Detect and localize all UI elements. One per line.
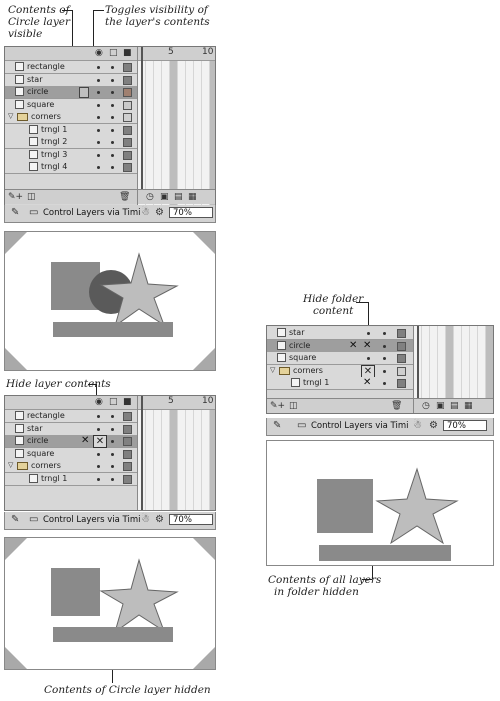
lock-toggle[interactable] (383, 357, 386, 360)
visibility-toggle[interactable] (97, 415, 100, 418)
layer-list (5, 47, 138, 205)
lock-toggle[interactable] (111, 129, 114, 132)
visibility-toggle[interactable] (97, 166, 100, 169)
lock-toggle[interactable] (111, 116, 114, 119)
edit-symbols-icon[interactable]: ☃ (141, 207, 150, 218)
edit-scene-icon[interactable]: ⚙ (155, 207, 164, 218)
layer-name: circle (27, 87, 49, 96)
edit-bar-b (4, 512, 216, 530)
layer-name: trngl 4 (41, 162, 68, 171)
timeline-panel-b (4, 395, 216, 511)
add-folder-icon[interactable]: ◫ (27, 192, 36, 202)
layer-row-trngl-4[interactable] (5, 161, 137, 174)
hidden-layer-toggle[interactable]: ✕ (93, 435, 107, 448)
corner-triangle (5, 647, 27, 669)
lock-toggle[interactable] (383, 370, 386, 373)
trash-icon[interactable]: 🗑 (391, 401, 403, 411)
layer-toolbar (5, 189, 137, 204)
lock-toggle[interactable] (111, 154, 114, 157)
layer-row-corners[interactable] (267, 365, 413, 378)
layer-header (5, 396, 137, 410)
layer-name: rectangle (27, 411, 65, 420)
scene-icon: ▭ (297, 420, 307, 431)
layer-row-trngl-1[interactable] (5, 473, 137, 486)
folder-icon (279, 367, 290, 375)
center-frame-icon[interactable]: ◷ (422, 401, 430, 411)
caption-line: in folder hidden (274, 586, 359, 598)
visibility-toggle[interactable] (97, 453, 100, 456)
outline-color-swatch[interactable] (123, 88, 132, 97)
leader-line (362, 579, 372, 580)
lock-toggle[interactable] (111, 440, 114, 443)
lock-toggle[interactable] (111, 428, 114, 431)
caption-toggles-visibility (105, 4, 210, 28)
outline-color-swatch[interactable] (397, 329, 406, 338)
leader-line (356, 302, 368, 303)
outline-color-swatch[interactable] (397, 379, 406, 388)
outline-color-swatch[interactable] (123, 138, 132, 147)
caption-line: content (312, 305, 354, 317)
eye-icon[interactable]: ◉ (95, 397, 103, 407)
layer-row-star[interactable] (5, 423, 137, 436)
lock-toggle[interactable] (383, 382, 386, 385)
hidden-icon[interactable]: ✕ (349, 339, 358, 351)
outline-color-swatch[interactable] (123, 63, 132, 72)
scene-icon: ▭ (29, 207, 39, 218)
rectangle-shape (53, 627, 173, 642)
corner-triangle (5, 348, 27, 370)
ruler-mark-10: 10 (202, 47, 214, 57)
layer-name: trngl 3 (41, 149, 68, 159)
frames-area[interactable] (138, 396, 215, 510)
ruler-mark-5: 5 (168, 47, 174, 57)
outline-color-swatch[interactable] (123, 151, 132, 160)
visibility-toggle[interactable] (97, 465, 100, 468)
layer-row-trngl-1[interactable] (5, 124, 137, 137)
lock-toggle[interactable] (111, 415, 114, 418)
caption-hide-layer: Hide layer contents (6, 378, 111, 390)
layer-name: square (27, 99, 55, 109)
visibility-toggle[interactable] (367, 357, 370, 360)
scene-label: Control Layers via Timi (311, 421, 409, 431)
visibility-toggle[interactable] (97, 104, 100, 107)
corner-triangle (193, 348, 215, 370)
caption-line: Circle layer (8, 16, 70, 28)
caption-line: Contents of all layers (268, 574, 382, 586)
caption-hide-folder (303, 293, 363, 317)
caption-contents-visible (8, 4, 70, 40)
layer-name: trngl 1 (41, 473, 68, 483)
layer-name: trngl 1 (41, 124, 68, 134)
visibility-toggle[interactable] (97, 428, 100, 431)
corner-triangle (193, 538, 215, 560)
visibility-toggle[interactable] (97, 66, 100, 69)
rectangle-shape (319, 545, 451, 561)
layer-icon (291, 378, 300, 387)
outline-color-swatch[interactable] (397, 342, 406, 351)
layer-row-rectangle[interactable] (5, 61, 137, 74)
layer-header (5, 47, 137, 61)
edit-scene-icon[interactable]: ⚙ (429, 420, 438, 431)
lock-toggle[interactable] (111, 465, 114, 468)
layer-icon (29, 137, 38, 146)
layer-list (5, 396, 138, 510)
scene-edit-icon[interactable]: ✎ (11, 207, 20, 218)
layer-row-circle[interactable] (267, 340, 413, 353)
center-frame-icon[interactable]: ◷ (146, 192, 154, 202)
stage-c[interactable] (266, 440, 494, 566)
leader-line (88, 384, 96, 385)
leader-line (62, 10, 72, 11)
visibility-toggle[interactable] (97, 129, 100, 132)
edit-symbols-icon[interactable]: ☃ (141, 514, 150, 525)
outline-icon[interactable]: ■ (123, 397, 132, 407)
outline-color-swatch[interactable] (123, 425, 132, 434)
layer-row-rectangle[interactable] (5, 410, 137, 423)
onion-skin-icon[interactable]: ▣ (160, 192, 169, 202)
ruler-mark-5: 5 (168, 396, 174, 406)
outline-icon[interactable]: ■ (123, 48, 132, 58)
layer-row-square[interactable] (267, 352, 413, 365)
lock-toggle[interactable] (111, 478, 114, 481)
visibility-toggle[interactable] (97, 141, 100, 144)
layer-row-star[interactable] (5, 74, 137, 87)
layer-row-trngl-3[interactable] (5, 149, 137, 162)
layer-row-corners[interactable] (5, 111, 137, 124)
visibility-toggle[interactable] (367, 332, 370, 335)
visibility-toggle[interactable] (97, 91, 100, 94)
scene-label: Control Layers via Timi (43, 208, 141, 218)
layer-icon (15, 411, 24, 420)
add-folder-icon[interactable]: ◫ (289, 401, 298, 411)
edit-symbols-icon[interactable]: ☃ (413, 420, 422, 431)
corner-triangle (193, 647, 215, 669)
frame-toolbar (138, 189, 215, 204)
edit-multiple-icon[interactable]: ▦ (464, 401, 473, 411)
hidden-icon[interactable]: ✕ (363, 377, 372, 388)
lock-toggle[interactable] (111, 453, 114, 456)
lock-icon[interactable]: □ (109, 397, 118, 407)
scene-icon: ▭ (29, 514, 39, 525)
playhead[interactable] (141, 396, 143, 510)
frame-ruler (138, 396, 215, 410)
scene-label: Control Layers via Timi (43, 515, 141, 525)
lock-toggle[interactable] (111, 66, 114, 69)
layer-name: rectangle (27, 62, 65, 71)
zoom-field[interactable]: 70% (443, 420, 487, 431)
lock-toggle[interactable] (111, 166, 114, 169)
frames-area[interactable] (138, 47, 215, 205)
layer-icon (277, 328, 286, 337)
zoom-field[interactable]: 70% (169, 207, 213, 218)
pencil-icon (79, 87, 89, 98)
layer-row-trngl-1[interactable] (267, 377, 413, 390)
layer-icon (15, 449, 24, 458)
layer-row-corners[interactable] (5, 460, 137, 473)
lock-icon[interactable]: □ (109, 48, 118, 58)
insert-layer-icon[interactable]: ✎+ (8, 192, 24, 202)
layer-row-circle[interactable] (5, 435, 137, 448)
star-shape (101, 560, 177, 632)
layer-icon (15, 436, 24, 445)
visibility-toggle[interactable] (97, 154, 100, 157)
layer-list (267, 326, 414, 413)
layer-row-trngl-2[interactable] (5, 136, 137, 149)
edit-scene-icon[interactable]: ⚙ (155, 514, 164, 525)
visibility-toggle[interactable] (97, 478, 100, 481)
stage-b[interactable] (4, 537, 216, 670)
caption-line: Contents of (8, 4, 70, 16)
zoom-field[interactable]: 70% (169, 514, 213, 525)
timeline-panel-c (266, 325, 494, 414)
layer-icon (15, 424, 24, 433)
visibility-toggle[interactable] (97, 116, 100, 119)
onion-outline-icon[interactable]: ▤ (450, 401, 459, 411)
lock-toggle[interactable] (383, 332, 386, 335)
rectangle-shape (53, 322, 173, 337)
caption-line: visible (8, 28, 43, 40)
lock-toggle[interactable] (111, 141, 114, 144)
insert-layer-icon[interactable]: ✎+ (270, 401, 286, 411)
corner-triangle (5, 232, 27, 254)
star-shape (101, 254, 177, 326)
folder-icon (17, 462, 28, 470)
layer-row-star[interactable] (267, 327, 413, 340)
layer-toolbar (267, 398, 413, 413)
caption-circle-hidden: Contents of Circle layer hidden (44, 684, 211, 696)
outline-color-swatch[interactable] (123, 450, 132, 459)
caption-line: Hide folder (303, 293, 364, 305)
expand-triangle-icon[interactable]: ▽ (8, 461, 14, 469)
leader-line (93, 10, 104, 11)
eye-icon[interactable]: ◉ (95, 48, 103, 58)
layer-name: corners (31, 461, 61, 470)
layer-icon (15, 87, 24, 96)
layer-icon (29, 162, 38, 171)
caption-line: the layer's contents (105, 16, 210, 28)
layer-name: trngl 2 (41, 137, 68, 146)
outline-color-swatch[interactable] (123, 126, 132, 135)
outline-color-swatch[interactable] (123, 76, 132, 85)
square-shape (51, 568, 100, 616)
edit-multiple-icon[interactable]: ▦ (188, 192, 197, 202)
outline-color-swatch[interactable] (397, 354, 406, 363)
scene-edit-icon[interactable]: ✎ (11, 514, 20, 525)
outline-color-swatch[interactable] (123, 113, 132, 122)
leader-line (112, 668, 113, 683)
star-shape (377, 469, 457, 543)
layer-name: corners (293, 365, 323, 375)
layer-name: square (27, 448, 55, 458)
layer-icon (15, 100, 24, 109)
folder-icon (17, 113, 28, 121)
layer-name: corners (31, 112, 61, 121)
outline-color-swatch[interactable] (123, 101, 132, 110)
hidden-icon[interactable]: ✕ (81, 435, 90, 446)
layer-icon (15, 75, 24, 84)
playhead[interactable] (141, 47, 143, 189)
lock-toggle[interactable] (383, 345, 386, 348)
leader-line (93, 10, 94, 48)
stage-a[interactable] (4, 231, 216, 371)
lock-toggle[interactable] (111, 79, 114, 82)
edit-bar-a (4, 205, 216, 223)
layer-icon (15, 62, 24, 71)
lock-toggle[interactable] (111, 91, 114, 94)
stage-artwork (267, 441, 493, 565)
outline-color-swatch[interactable] (397, 367, 406, 376)
onion-outline-icon[interactable]: ▤ (174, 192, 183, 202)
layer-name: star (289, 328, 305, 337)
hide-folder-toggle[interactable]: ✕ (361, 365, 375, 378)
square-shape (317, 479, 373, 533)
outline-color-swatch[interactable] (123, 412, 132, 421)
layer-icon (29, 125, 38, 134)
visibility-toggle[interactable] (97, 79, 100, 82)
expand-triangle-icon[interactable]: ▽ (270, 365, 276, 374)
layer-icon (29, 474, 38, 483)
layer-name: square (289, 353, 317, 362)
layer-name: circle (27, 436, 49, 445)
stage-artwork (5, 232, 215, 370)
hidden-icon[interactable]: ✕ (363, 339, 372, 351)
layer-name: star (27, 423, 43, 433)
layer-icon (277, 341, 286, 350)
corner-triangle (5, 538, 27, 560)
outline-color-swatch[interactable] (123, 163, 132, 172)
corner-triangle (193, 232, 215, 254)
layer-row-square[interactable] (5, 99, 137, 112)
layer-name: star (27, 74, 43, 84)
stage-artwork (5, 538, 215, 669)
playhead[interactable] (417, 326, 419, 398)
trash-icon[interactable]: 🗑 (119, 192, 131, 202)
frame-toolbar (414, 398, 493, 413)
layer-icon (277, 353, 286, 362)
ruler-mark-10: 10 (202, 396, 214, 406)
expand-triangle-icon[interactable]: ▽ (8, 112, 14, 120)
caption-all-hidden (268, 574, 381, 598)
layer-row-circle[interactable] (5, 86, 137, 99)
layer-name: trngl 1 (303, 378, 330, 387)
onion-skin-icon[interactable]: ▣ (436, 401, 445, 411)
lock-toggle[interactable] (111, 104, 114, 107)
outline-color-swatch[interactable] (123, 437, 132, 446)
timeline-panel-a (4, 46, 216, 206)
scene-edit-icon[interactable]: ✎ (273, 420, 282, 431)
layer-row-square[interactable] (5, 448, 137, 461)
edit-bar-c (266, 418, 494, 436)
frame-ruler (138, 47, 215, 61)
outline-color-swatch[interactable] (123, 462, 132, 471)
caption-line: Toggles visibility of (105, 4, 208, 16)
layer-icon (29, 150, 38, 159)
frames-area[interactable] (414, 326, 493, 413)
layer-name: circle (289, 340, 311, 350)
outline-color-swatch[interactable] (123, 475, 132, 484)
